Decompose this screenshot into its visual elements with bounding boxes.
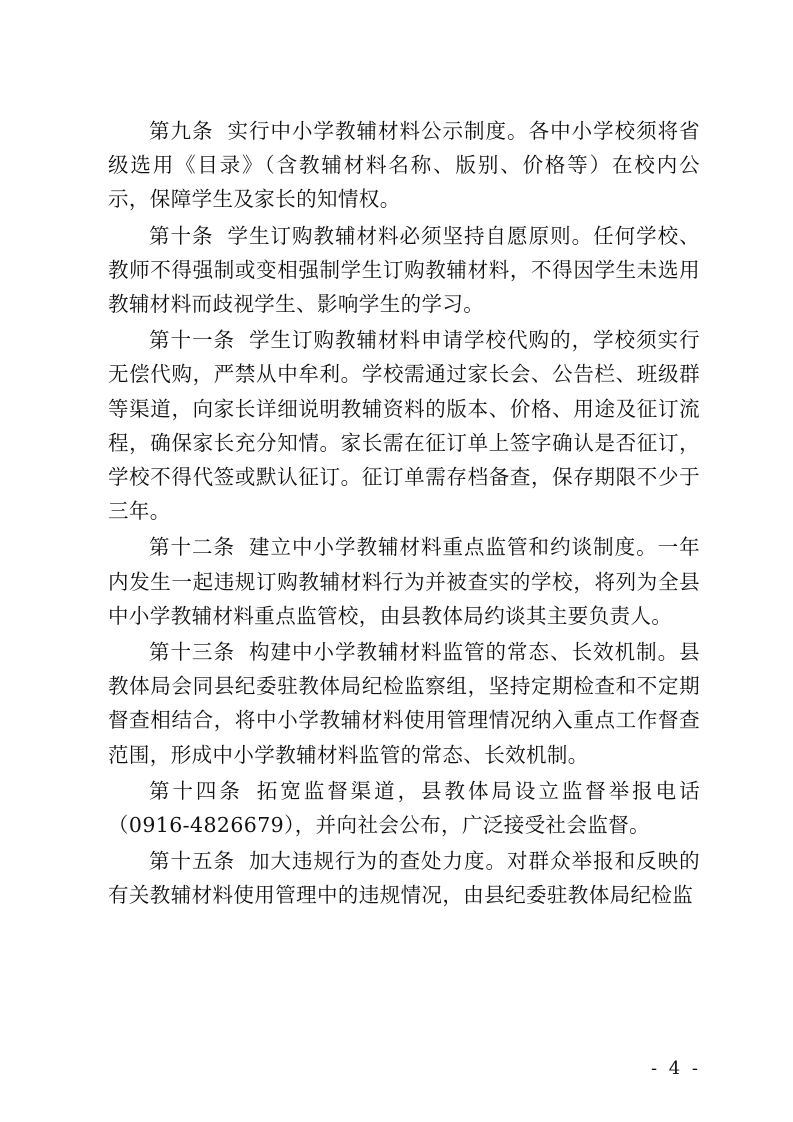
article-13: [108, 635, 700, 772]
article-text: 实行中小学教辅材料公示制度。各中小学校须将省级选用《目录》（含教辅材料名称、版别、价格等）在校内公示，保障学生及家长的知情权。: [108, 119, 700, 212]
article-number: 第十一条: [149, 328, 236, 353]
article-10: [108, 219, 700, 322]
article-text: 建立中小学教辅材料重点监管和约谈制度。一年内发生一起违规订购教辅材料行为并被查实的学校，将列为全县中小学教辅材料重点监管校，由县教体局约谈其主要负责人。: [108, 535, 700, 628]
article-text: 学生订购教辅材料申请学校代购的，学校须实行无偿代购，严禁从中牟利。学校需通过家长会、公告栏、班级群等渠道，向家长详细说明教辅资料的版本、价格、用途及征订流程，确保家长充分知情。家长需在征订单上签字确认是否征订，学校不得代签或默认征订。征订单需存档备查，保存期限不少于三年。: [108, 328, 700, 524]
document-body: [108, 114, 700, 915]
article-11: [108, 323, 700, 528]
article-text: 拓宽监督渠道，县教体局设立监督举报电话（0916-4826679），并向社会公布，广泛接受社会监督。: [108, 778, 700, 838]
article-14: [108, 774, 700, 842]
article-number: 第十二条: [149, 535, 236, 560]
article-number: 第十条: [149, 223, 214, 248]
article-number: 第十三条: [149, 640, 236, 665]
article-number: 第九条: [149, 119, 214, 143]
article-12: [108, 530, 700, 633]
page-number: - 4 -: [650, 1058, 701, 1079]
article-text: 学生订购教辅材料必须坚持自愿原则。任何学校、教师不得强制或变相强制学生订购教辅材料，不得因学生未选用教辅材料而歧视学生、影响学生的学习。: [108, 223, 700, 317]
article-number: 第十四条: [149, 778, 243, 803]
article-9: [108, 114, 700, 217]
article-text: 构建中小学教辅材料监管的常态、长效机制。县教体局会同县纪委驻教体局纪检监察组，坚持定期检查和不定期督查相结合，将中小学教辅材料使用管理情况纳入重点工作督查范围，形成中小学教辅材料监管的常态、长效机制。: [108, 640, 700, 767]
article-number: 第十五条: [149, 849, 236, 874]
article-text: 加大违规行为的查处力度。对群众举报和反映的有关教辅材料使用管理中的违规情况，由县纪委驻教体局纪检监: [108, 849, 700, 908]
article-15: [108, 844, 700, 912]
